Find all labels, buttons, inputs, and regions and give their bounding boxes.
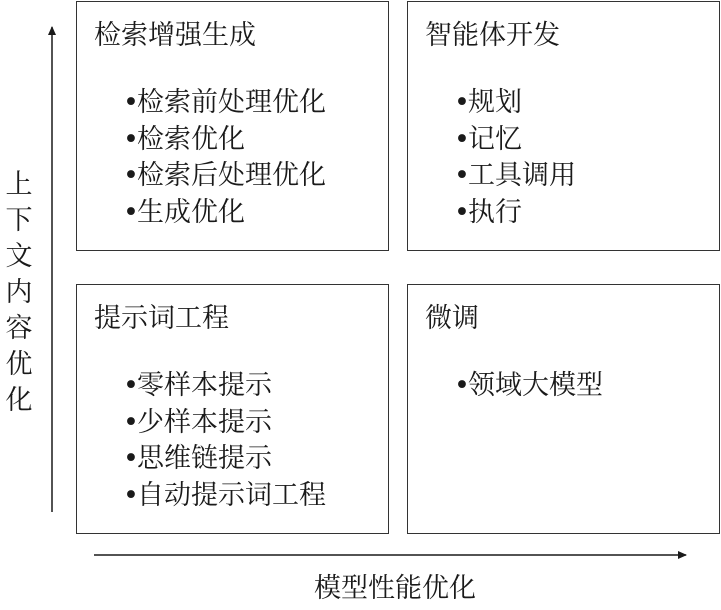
- quadrant-title: 检索增强生成: [94, 20, 256, 51]
- list-item-label: 工具调用: [468, 160, 576, 191]
- quadrant-title: 智能体开发: [425, 20, 560, 51]
- list-item-label: 零样本提示: [137, 370, 272, 401]
- bullet-icon: •: [123, 406, 139, 438]
- bullet-icon: •: [123, 123, 139, 155]
- bullet-icon: •: [454, 160, 470, 191]
- list-item: [123, 405, 326, 442]
- list-item: [454, 122, 576, 159]
- list-item: [454, 368, 603, 405]
- quadrant-list: [454, 85, 576, 231]
- bullet-icon: •: [123, 160, 139, 191]
- list-item: [123, 195, 326, 232]
- list-item: [123, 368, 326, 405]
- list-item-label: 检索优化: [137, 123, 245, 155]
- y-axis-label: 上下文内容优化: [5, 169, 33, 416]
- bullet-icon: •: [123, 370, 139, 401]
- quadrant-rag: [76, 1, 389, 251]
- list-item-label: 生成优化: [137, 196, 245, 228]
- list-item-label: 检索前处理优化: [137, 87, 326, 118]
- quadrant-prompt-engineering: [76, 284, 389, 534]
- quadrant-list: [454, 368, 603, 405]
- bullet-icon: •: [454, 370, 470, 401]
- list-item: [454, 158, 576, 195]
- quadrant-fine-tuning: [407, 284, 720, 534]
- bullet-icon: •: [454, 196, 470, 228]
- list-item: [123, 122, 326, 159]
- bullet-icon: •: [454, 123, 470, 155]
- list-item: [123, 85, 326, 122]
- list-item-label: 规划: [468, 87, 522, 118]
- quadrant-title: 微调: [425, 303, 479, 334]
- bullet-icon: •: [123, 87, 139, 118]
- x-axis-label: 模型性能优化: [314, 573, 476, 604]
- list-item-label: 思维链提示: [137, 443, 272, 474]
- bullet-icon: •: [454, 87, 470, 118]
- list-item: [123, 441, 326, 478]
- quadrant-title: 提示词工程: [94, 303, 229, 334]
- list-item: [123, 158, 326, 195]
- list-item-label: 少样本提示: [137, 406, 272, 438]
- list-item: [454, 85, 576, 122]
- list-item-label: 领域大模型: [468, 370, 603, 401]
- list-item-label: 记忆: [468, 123, 522, 155]
- bullet-icon: •: [123, 443, 139, 474]
- quadrant-agent: [407, 1, 720, 251]
- list-item-label: 自动提示词工程: [137, 479, 326, 511]
- bullet-icon: •: [123, 479, 139, 511]
- bullet-icon: •: [123, 196, 139, 228]
- list-item-label: 检索后处理优化: [137, 160, 326, 191]
- quadrant-list: [123, 85, 326, 231]
- quadrant-list: [123, 368, 326, 514]
- list-item-label: 执行: [468, 196, 522, 228]
- list-item: [454, 195, 576, 232]
- list-item: [123, 478, 326, 515]
